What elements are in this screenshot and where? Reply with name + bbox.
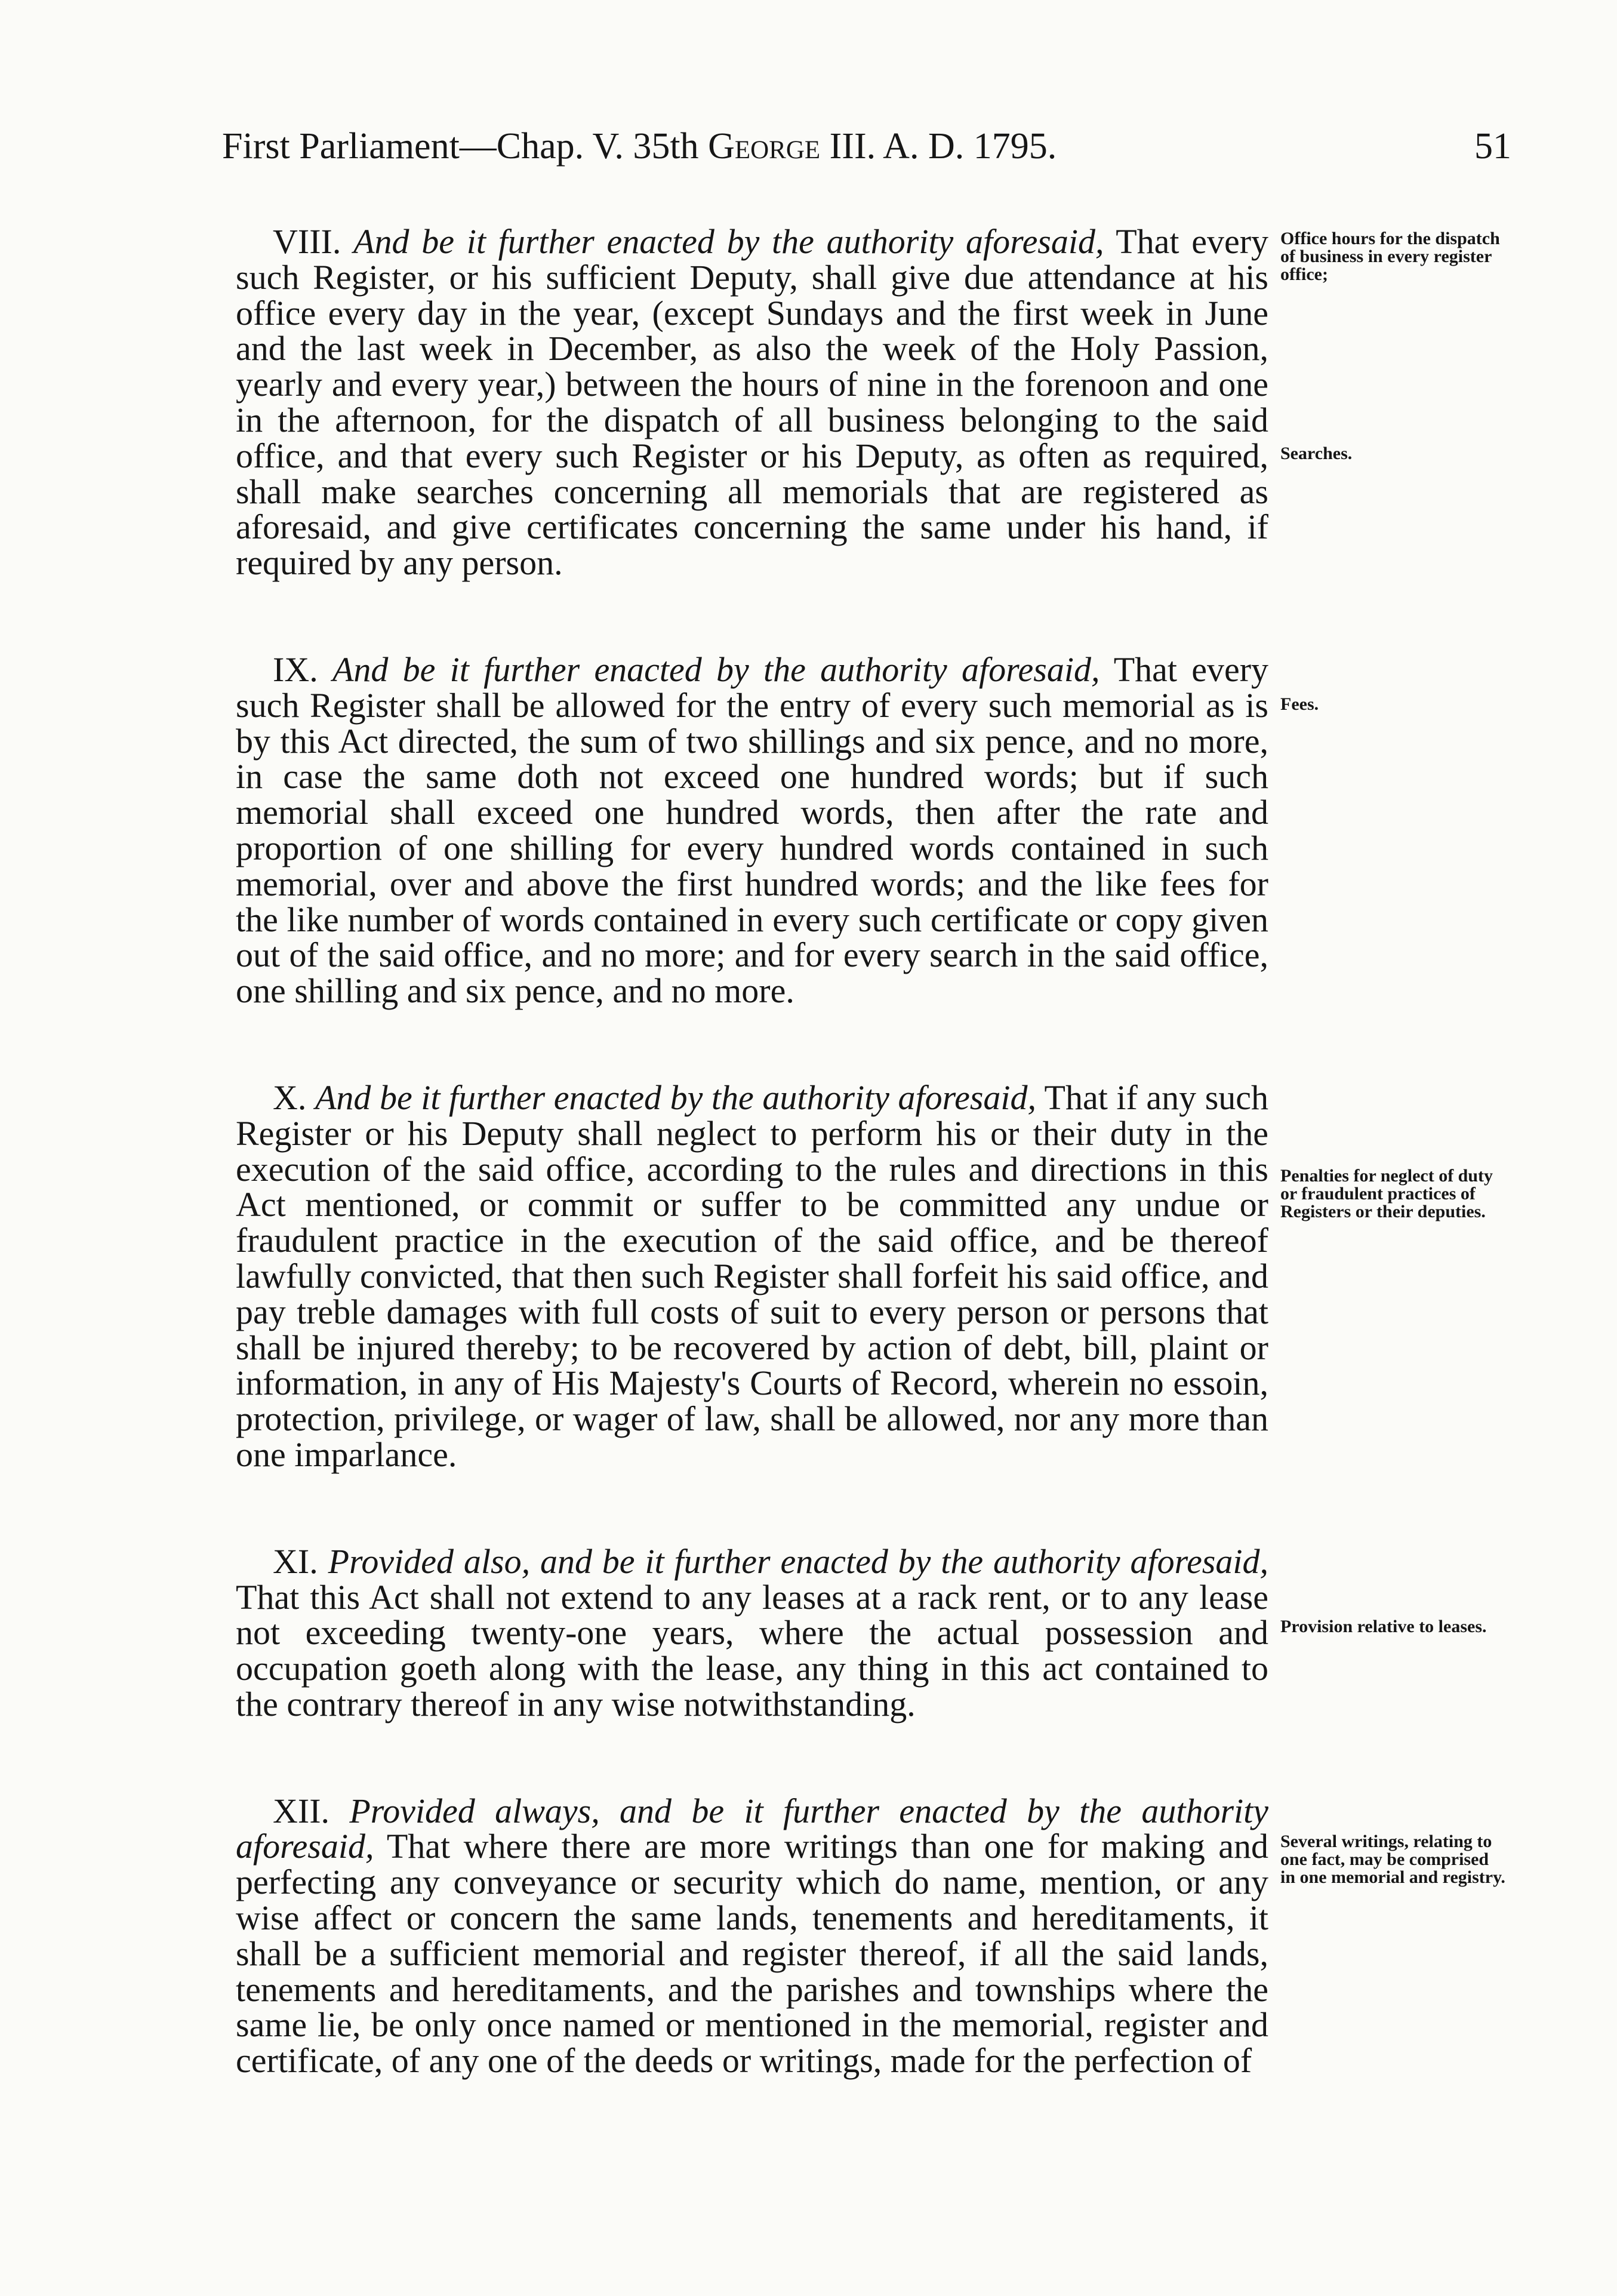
enacting-clause: Provided always, and be it further enacted by the authority aforesaid, <box>236 1791 1269 1866</box>
section-viii <box>236 224 1268 581</box>
page-number: 51 <box>1474 126 1511 167</box>
enacting-clause: Provided also, and be it further enacted by the authority aforesaid, <box>328 1541 1268 1581</box>
margin-note-office-hours: Office hours for the dispatch of business in every register office; <box>1280 229 1500 284</box>
section-ix <box>236 652 1268 1009</box>
enacting-clause: And be it further enacted by the authority aforesaid, <box>315 1078 1037 1117</box>
section-text: That where there are more writings than one for making and perfecting any conveyance or security which do name, mention, or any wise affect or concern the same lands, tenements and hereditaments, it shall be a sufficient memorial and register thereof, if all the said lands, tenements and hereditaments, and the parishes and townships where the same lie, be only once named or mentioned in the memorial, register and certificate, of any one of the deeds or writings, made for the perfection of <box>236 1827 1269 2080</box>
section-text: That if any such Register or his Deputy shall neglect to perform his or their duty in the execution of the said office, according to the rules and directions in this Act mentioned, or commit or suffer to be committed any undue or fraudulent practice in the execution of the said office, and be thereof lawfully convicted, that then such Register shall forfeit his said office, and pay treble damages with full costs of suit to every person or persons that shall be injured thereby; to be recovered by action of debt, bill, plaint or information, in any of His Majesty's Courts of Record, wherein no essoin, protection, privilege, or wager of law, shall be allowed, nor any more than one imparlance. <box>236 1078 1269 1474</box>
margin-note-leases: Provision relative to leases. <box>1280 1617 1487 1636</box>
margin-note-several-writings: Several writings, relating to one fact, may be comprised in one memorial and registry. <box>1280 1832 1505 1887</box>
body-text <box>236 224 1268 2079</box>
section-text: That every such Register, or his sufficient Deputy, shall give due attendance at his office every day in the year, (except Sundays and the first week in June and the last week in December, as also the week of the Holy Passion, yearly and every year,) between the hours of nine in the forenoon and one in the afternoon, for the dispatch of all business belonging to the said office, and that every such Register or his Deputy, as often as required, shall make searches concerning all memorials that are registered as aforesaid, and give certificates concerning the same under his hand, if required by any person. <box>236 222 1269 583</box>
section-xii <box>236 1793 1268 2079</box>
section-number: IX. <box>273 650 318 689</box>
section-x <box>236 1080 1268 1473</box>
section-number: X. <box>273 1078 307 1117</box>
enacting-clause: And be it further enacted by the authority aforesaid, <box>353 222 1104 261</box>
margin-note-fees: Fees. <box>1280 694 1319 714</box>
enacting-clause: And be it further enacted by the authority aforesaid, <box>332 650 1100 689</box>
section-number: VIII. <box>273 222 341 261</box>
section-number: XI. <box>273 1541 318 1581</box>
section-number: XII. <box>273 1791 330 1830</box>
margin-note-searches: Searches. <box>1280 444 1353 463</box>
section-xi <box>236 1541 1268 1723</box>
section-text: That every such Register shall be allowed for the entry of every such memorial as is by this Act directed, the sum of two shillings and six pence, and no more, in case the same doth not exceed one hundred words; but if such memorial shall exceed one hundred words, then after the rate and proportion of one shilling for every hundred words contained in such memorial, over and above the first hundred words; and the like fees for the like number of words contained in every such certificate or copy given out of the said office, and no more; and for every search in the said office, one shilling and six pence, and no more. <box>236 650 1269 1011</box>
section-text: That this Act shall not extend to any leases at a rack rent, or to any lease not exceeding twenty-one years, where the actual possession and occupation goeth along with the lease, any thing in this act contained to the contrary thereof in any wise notwithstanding. <box>236 1577 1268 1723</box>
running-title: First Parliament—Chap. V. 35th George III. A. D. 1795. <box>222 126 1057 167</box>
running-header <box>222 113 1511 179</box>
margin-note-penalties: Penalties for neglect of duty or fraudulent practices of Registers or their deputies. <box>1280 1166 1493 1221</box>
